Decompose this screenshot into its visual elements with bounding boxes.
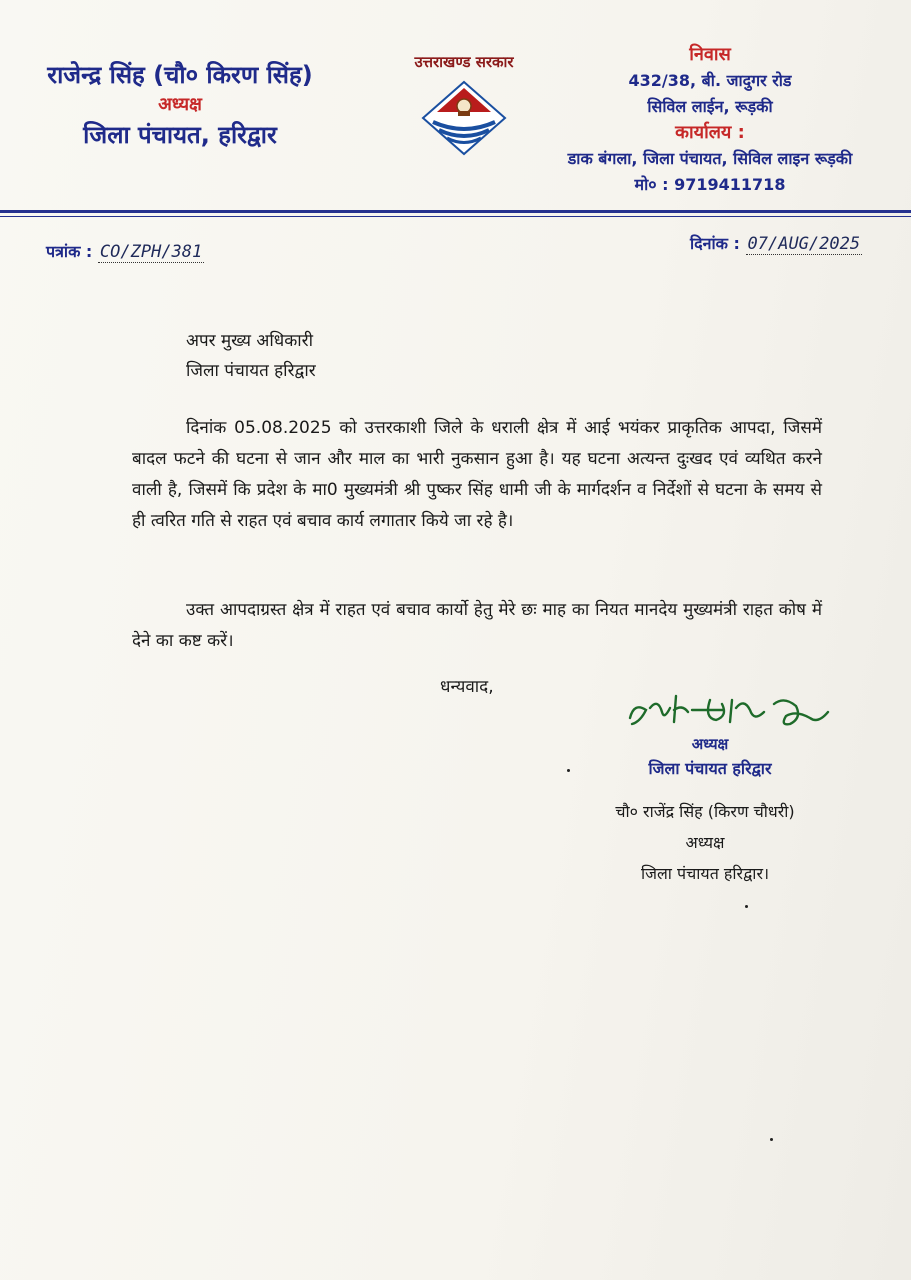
header-divider — [0, 210, 911, 213]
residence-line2: सिविल लाईन, रूड़की — [647, 97, 773, 116]
reference-value: CO/ZPH/381 — [99, 242, 203, 262]
sender-role: अध्यक्ष — [158, 94, 202, 115]
signer-block — [580, 796, 830, 889]
closing-thanks: धन्यवाद, — [440, 677, 494, 697]
handwritten-signature — [624, 688, 834, 738]
recipient-org: जिला पंचायत हरिद्वार — [186, 361, 316, 381]
letterhead-left — [20, 58, 340, 152]
mobile-number: मो० : 9719411718 — [634, 175, 786, 194]
letterhead-right — [530, 42, 890, 198]
government-name: उत्तराखण्ड सरकार — [414, 53, 514, 71]
office-label: कार्यालय : — [675, 122, 745, 143]
residence-line1: 432/38, बी. जादुगर रोड — [628, 71, 792, 90]
body-paragraph-1: दिनांक 05.08.2025 को उत्तरकाशी जिले के धराली क्षेत्र में आई भयंकर प्राकृतिक आपदा, जिसमें बादल फटने की घटना से जान और माल का भारी नुकसान हुआ है। यह घटना अत्यन्त दुःखद एवं व्यथित करने वाली है, जिसमें कि प्रदेश के मा0 मुख्यमंत्री श्री पुष्कर सिंह धामी जी के मार्गदर्शन व निर्देशों से घटना के समय से ही त्वरित गति से राहत एवं बचाव कार्य लगातार किये जा रहे है। — [132, 418, 822, 531]
speck — [745, 905, 748, 908]
reference-number — [46, 240, 204, 262]
signer-role: अध्यक्ष — [685, 833, 725, 852]
date-value: 07/AUG/2025 — [747, 234, 861, 254]
signer-org: जिला पंचायत हरिद्वार। — [640, 864, 770, 883]
recipient-block — [186, 326, 316, 386]
official-stamp — [620, 732, 800, 782]
residence-label: निवास — [689, 44, 731, 65]
reference-label: पत्रांक : — [46, 242, 93, 261]
speck — [770, 1138, 773, 1141]
signer-name: चौ० राजेंद्र सिंह (किरण चौधरी) — [615, 802, 795, 821]
recipient-title: अपर मुख्य अधिकारी — [186, 331, 314, 351]
body-paragraph-2: उक्त आपदाग्रस्त क्षेत्र में राहत एवं बचाव कार्यो हेतु मेरे छः माह का नियत मानदेय मुख्यमंत्री राहत कोष में देने का कष्ट करें। — [132, 600, 822, 651]
sender-name: राजेन्द्र सिंह (चौ० किरण सिंह) — [47, 61, 313, 89]
uttarakhand-emblem-icon — [421, 78, 507, 156]
letter-date — [690, 232, 862, 254]
office-address: डाक बंगला, जिला पंचायत, सिविल लाइन रूड़की — [567, 149, 853, 168]
date-label: दिनांक : — [690, 234, 740, 253]
stamp-org: जिला पंचायत हरिद्वार — [648, 759, 772, 778]
sender-org: जिला पंचायत, हरिद्वार — [83, 121, 277, 149]
header-divider-thin — [0, 216, 911, 217]
stamp-role: अध्यक्ष — [691, 735, 729, 753]
letterhead-center — [394, 52, 534, 156]
speck — [567, 769, 570, 772]
